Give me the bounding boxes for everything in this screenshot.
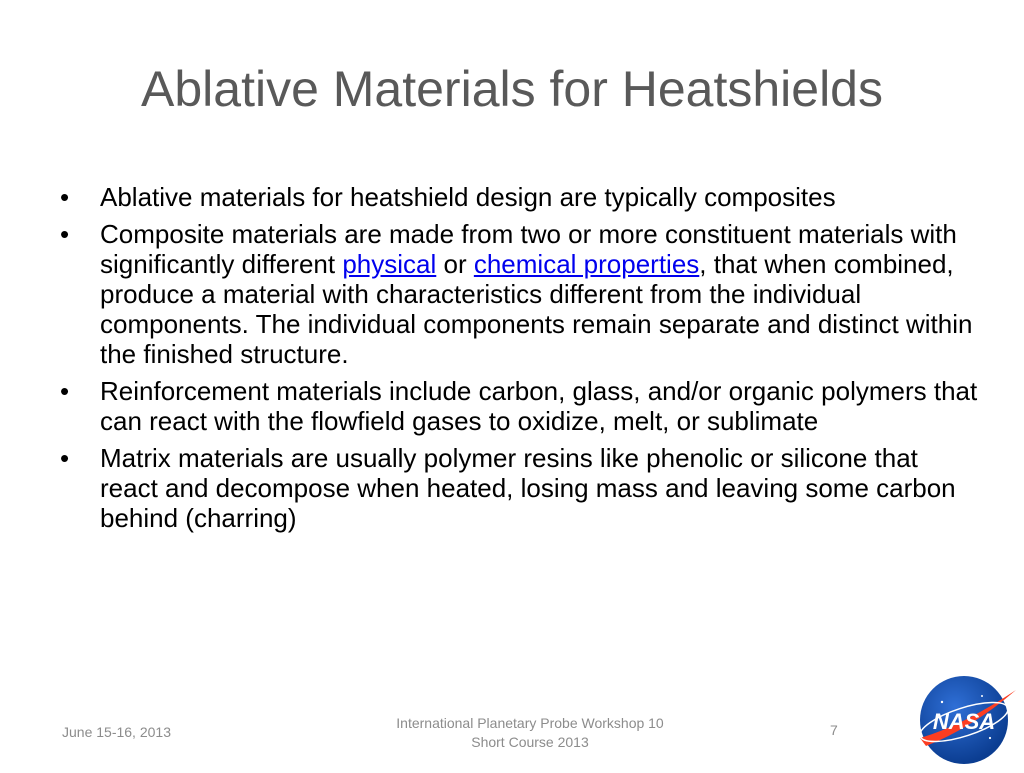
bullet-icon: • [60, 182, 70, 212]
chemical-properties-link[interactable]: chemical properties [473, 249, 700, 279]
bullet-text-pre: Composite materials are made from two or more constituent materials with significantly different [100, 219, 957, 279]
bullet-icon: • [60, 443, 70, 473]
logo-text: NASA [932, 709, 996, 734]
nasa-logo-icon [912, 668, 1024, 768]
footer-event-line2: Short Course 2013 [471, 734, 589, 750]
bullet-item [60, 443, 980, 533]
bullet-text-post: , that when combined, produce a material with characteristics different from the individual components. The individual components remain separate and distinct within the finished structure. [100, 249, 973, 369]
slide-title: Ablative Materials for Heatshields [141, 61, 883, 117]
bullet-icon: • [60, 376, 70, 406]
bullet-icon: • [60, 219, 70, 249]
bullet-item [60, 219, 980, 369]
footer-event [330, 714, 730, 752]
page-number: 7 [830, 722, 838, 738]
bullet-text-mid: or [436, 249, 474, 279]
footer-event-line1: International Planetary Probe Workshop 10 [396, 715, 664, 731]
bullet-list [60, 182, 980, 540]
physical-link[interactable]: physical [342, 249, 437, 279]
bullet-text: Matrix materials are usually polymer resins like phenolic or silicone that react and decompose when heated, losing mass and leaving some carbon behind (charring) [100, 443, 956, 533]
bullet-item [60, 376, 980, 436]
bullet-item [60, 182, 980, 212]
bullet-text: Ablative materials for heatshield design are typically composites [100, 182, 836, 212]
bullet-text: Reinforcement materials include carbon, glass, and/or organic polymers that can react with the flowfield gases to oxidize, melt, or sublimate [100, 376, 978, 436]
footer-date: June 15-16, 2013 [62, 724, 171, 740]
